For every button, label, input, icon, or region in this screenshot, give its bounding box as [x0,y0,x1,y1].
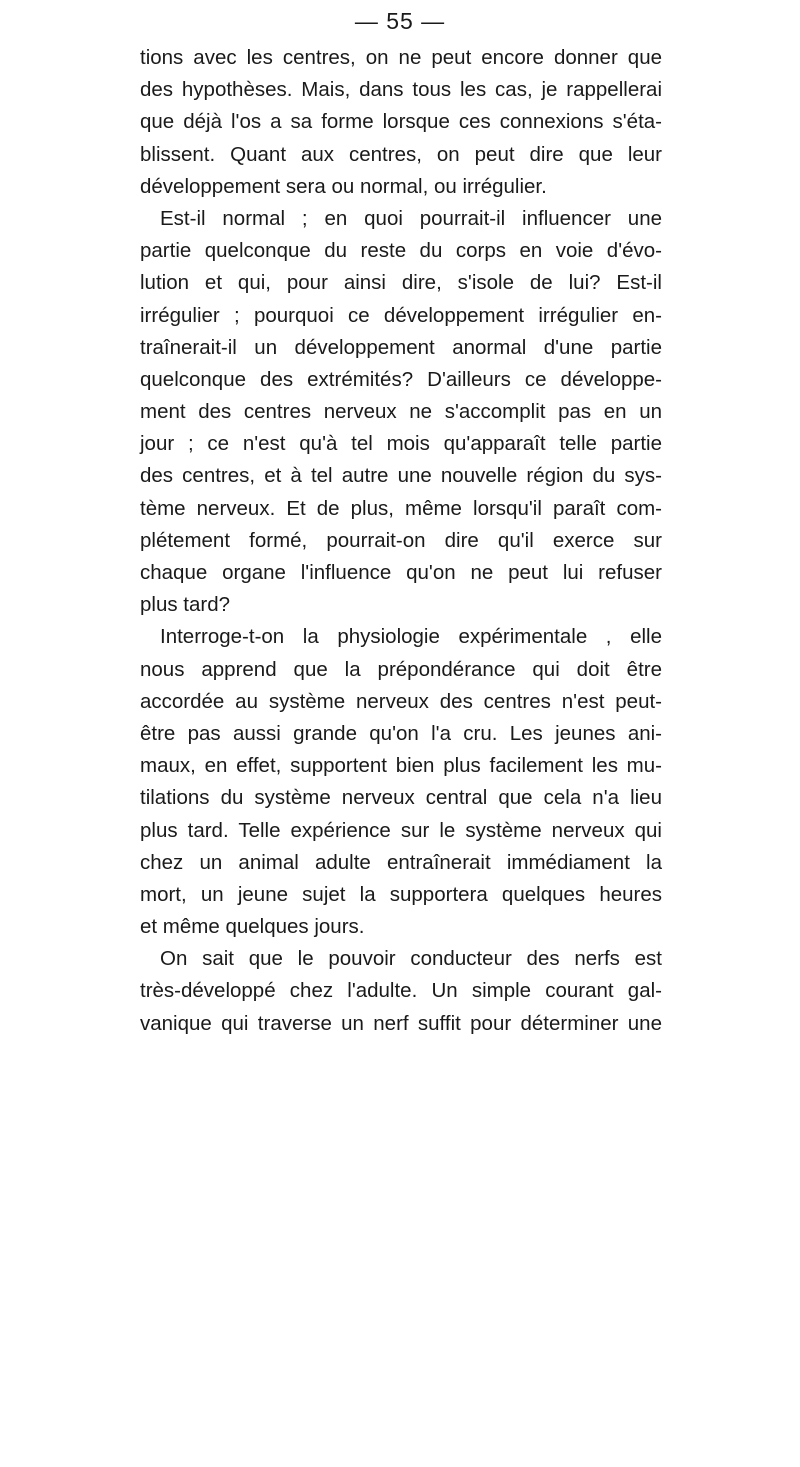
text-line: nous apprend que la prépondérance qui doit être [140,657,662,681]
text-line: que déjà l'os a sa forme lorsque ces connexions s'éta- [140,110,662,134]
text-line: tème nerveux. Et de plus, même lorsqu'il paraît com- [140,496,662,520]
text-line: plétement formé, pourrait-on dire qu'il exerce sur [140,528,662,552]
text-line: lution et qui, pour ainsi dire, s'isole de lui? Est-il [140,271,662,295]
text-line: Est-il normal ; en quoi pourrait-il influencer une [160,206,662,230]
text-line: plus tard? [140,593,231,617]
text-line: Interroge-t-on la physiologie expérimentale , elle [160,625,662,649]
text-line: blissent. Quant aux centres, on peut dire que leur [140,142,662,166]
text-line: vanique qui traverse un nerf suffit pour déterminer une [140,1011,662,1035]
text-line: des centres, et à tel autre une nouvelle région du sys- [140,464,662,488]
text-line: chaque organe l'influence qu'on ne peut lui refuser [140,561,662,584]
text-line: quelconque des extrémités? D'ailleurs ce développe- [140,367,662,391]
text-line: tilations du système nerveux central que cela n'a lieu [140,786,662,810]
text-line: jour ; ce n'est qu'à tel mois qu'apparaît telle partie [140,432,662,456]
text-line: très-développé chez l'adulte. Un simple courant gal- [140,979,662,1003]
text-line: chez un animal adulte entraînerait immédiament la [140,850,662,874]
text-line: des hypothèses. Mais, dans tous les cas, je rappellerai [140,78,662,102]
text-line: tions avec les centres, on ne peut encore donner que [140,46,662,69]
text-line: irrégulier ; pourquoi ce développement irrégulier en- [140,303,662,327]
text-line: maux, en effet, supportent bien plus facilement les mu- [140,754,662,778]
text-line: développement sera ou normal, ou irrégulier. [140,174,547,198]
text-line: traînerait-il un développement anormal d'une partie [140,335,662,359]
body-text [140,42,662,1040]
text-line: On sait que le pouvoir conducteur des nerfs est [160,947,662,971]
page-number: — 55 — [354,8,446,34]
text-line: mort, un jeune sujet la supportera quelques heures [140,882,662,906]
text-line: être pas aussi grande qu'on l'a cru. Les jeunes ani- [140,721,662,745]
text-line: partie quelconque du reste du corps en voie d'évo- [140,239,662,263]
text-line: accordée au système nerveux des centres n'est peut- [140,689,662,713]
text-line: et même quelques jours. [140,915,365,939]
text-line: plus tard. Telle expérience sur le système nerveux qui [140,818,662,842]
text-line: ment des centres nerveux ne s'accomplit pas en un [140,400,662,424]
